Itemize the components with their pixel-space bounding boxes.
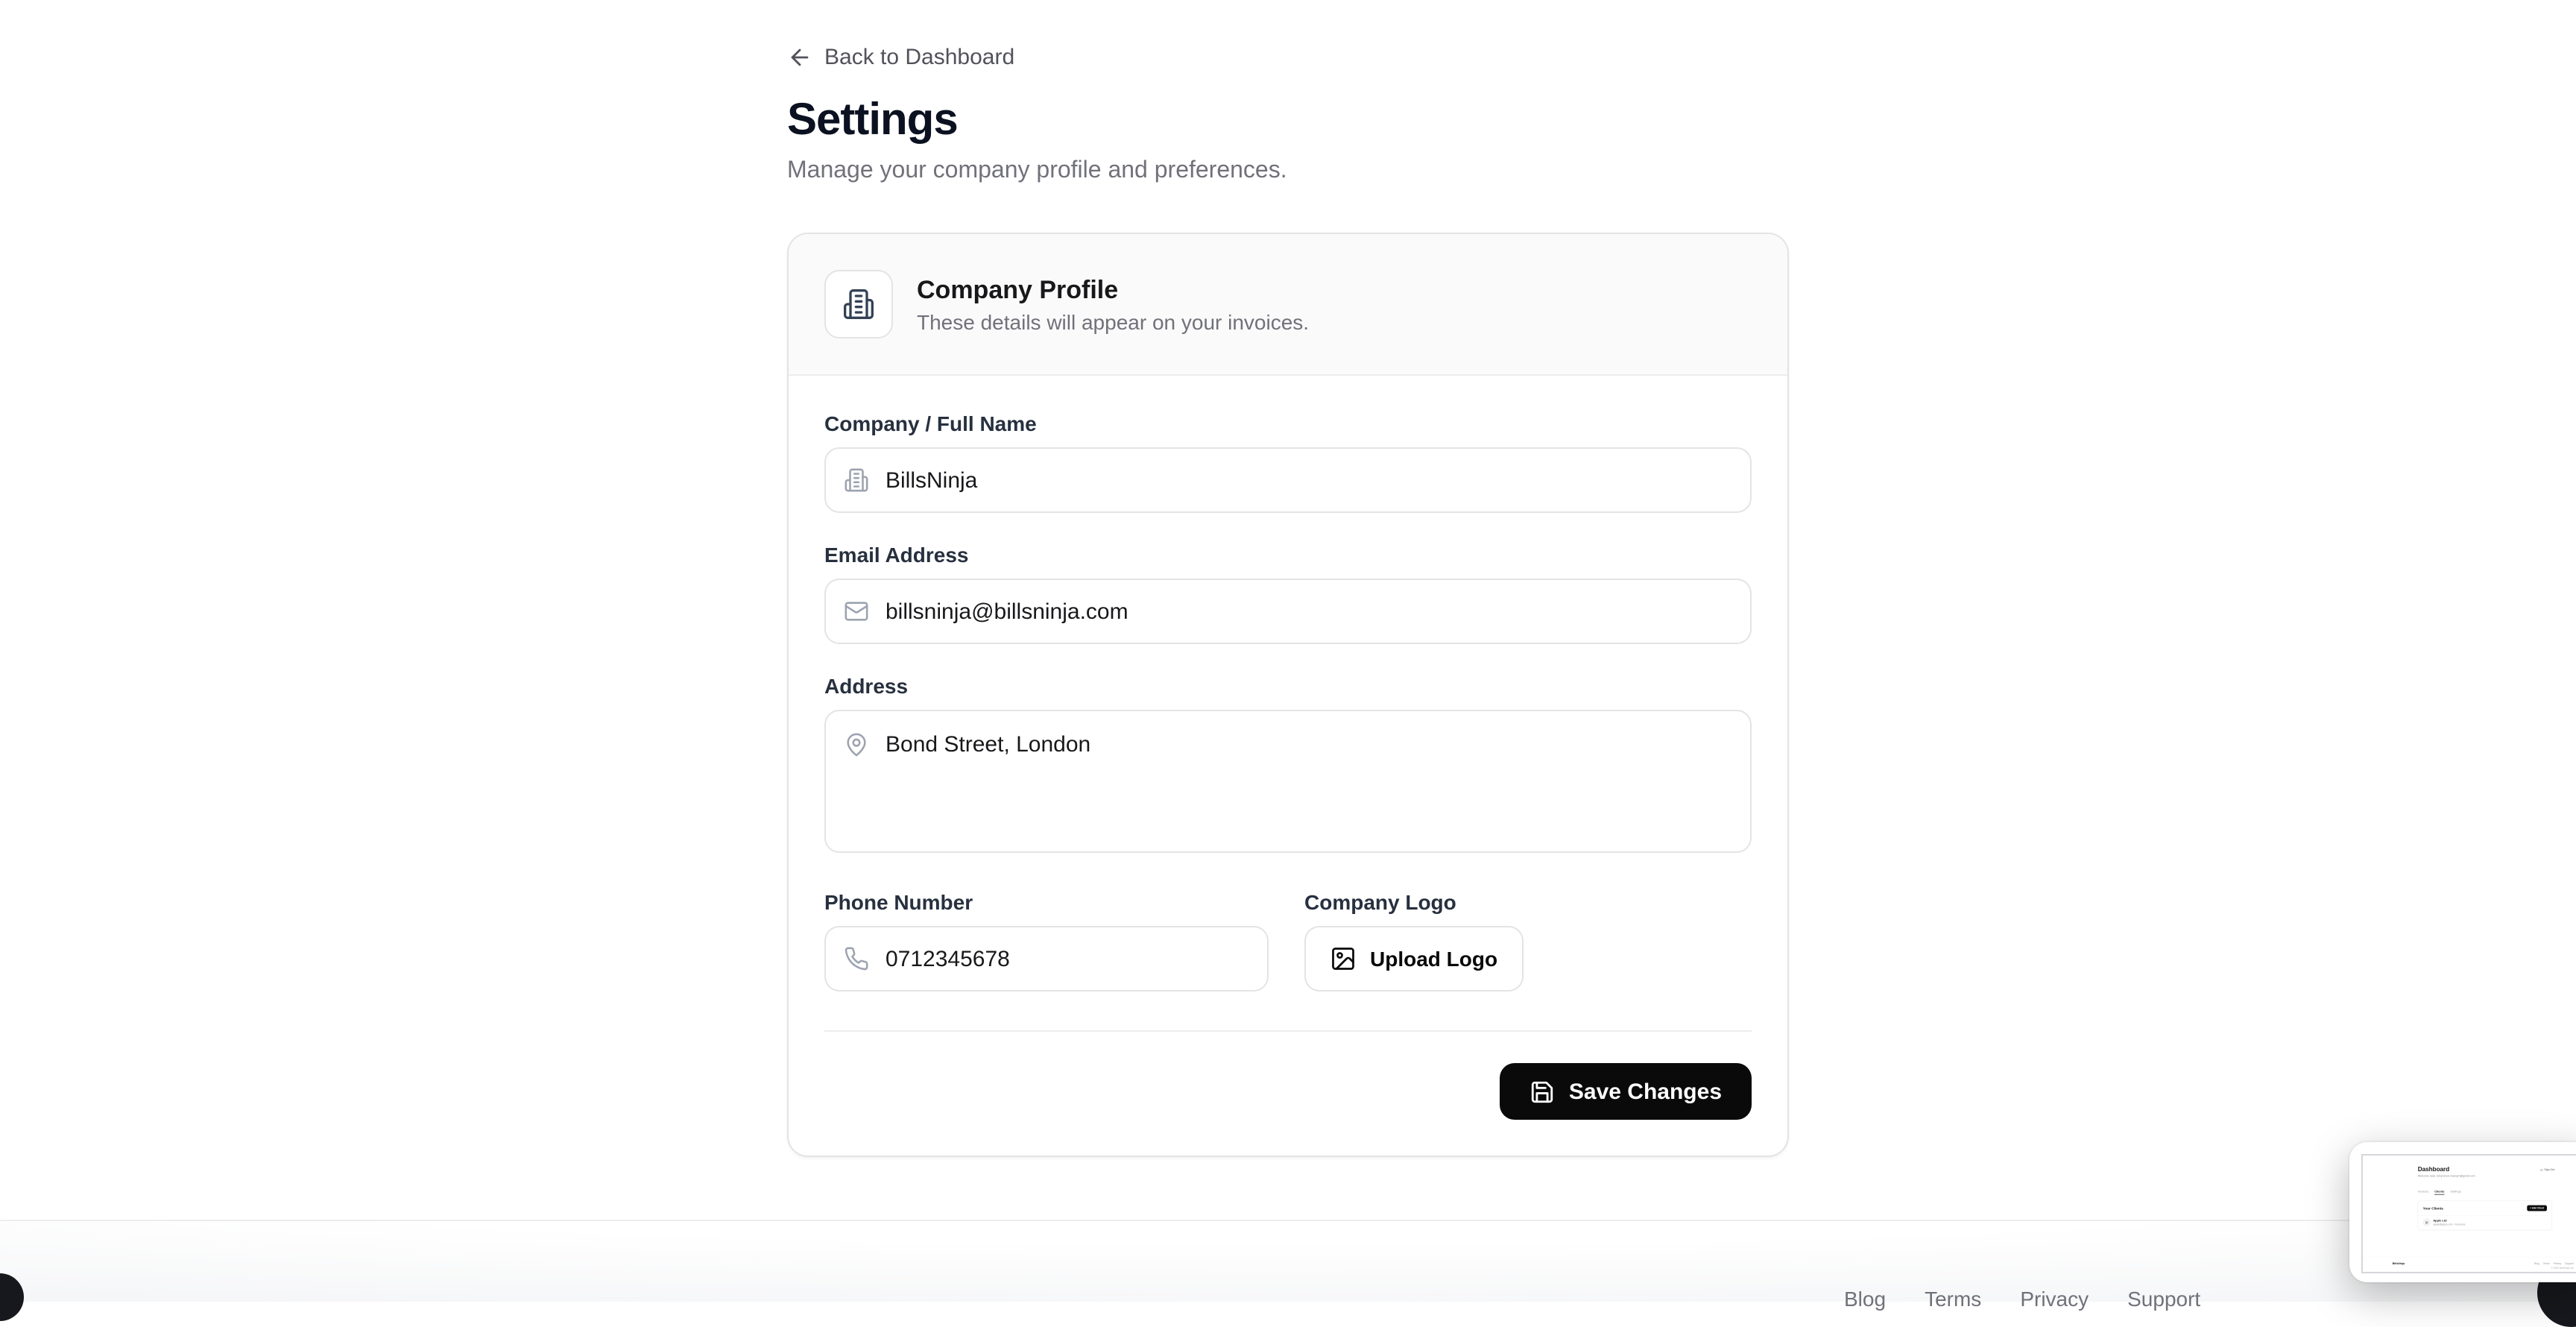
save-icon [1530,1079,1556,1104]
card-actions [824,1032,1752,1120]
save-changes-label: Save Changes [1568,1079,1722,1104]
mini-footer-link-support: Support [2565,1262,2574,1265]
upload-logo-label: Upload Logo [1370,947,1498,971]
company-name-input-wrap [824,447,1752,513]
card-title: Company Profile [917,275,1119,303]
phone-logo-row [824,890,1752,992]
mini-clients-title: Your Clients [2422,1205,2443,1211]
address-label: Address [824,674,909,698]
mini-welcome-text: Welcome back, lytvynchuk.maksym@gmail.com [2417,1174,2475,1178]
image-icon [1330,945,1357,972]
company-name-label: Company / Full Name [824,412,1037,435]
mini-footer-link-privacy: Privacy [2553,1262,2562,1265]
mini-sign-out-label: Sign Out [2544,1168,2555,1172]
main-content [787,0,1789,1157]
phone-icon [844,946,869,971]
address-input-wrap [824,710,1752,860]
mini-footer-links [2534,1262,2573,1265]
map-pin-icon [844,732,869,757]
page-footer [0,1220,2576,1311]
mini-footer-link-terms: Terms [2542,1262,2550,1265]
card-body [789,376,1787,1156]
mini-brand-logo: BillsNinja [2392,1262,2405,1266]
phone-input[interactable] [824,926,1269,992]
building-small-icon [844,467,869,493]
back-link-label: Back to Dashboard [824,45,1015,70]
page-subtitle: Manage your company profile and preferences. [787,158,1287,183]
mini-client-row [2418,1215,2551,1229]
sign-out-icon [2540,1168,2543,1171]
mini-footer-right [2534,1262,2573,1269]
card-header [789,234,1787,376]
address-textarea[interactable] [824,710,1752,853]
back-to-dashboard-link[interactable] [787,45,1014,70]
mini-client-info [2433,1219,2465,1226]
mini-tab-clients: Clients [2434,1190,2444,1194]
phone-label: Phone Number [824,890,973,914]
building-icon [824,270,893,338]
footer-links [1844,1287,2200,1311]
mini-dashboard-header [2418,1166,2475,1178]
upload-logo-button[interactable] [1304,926,1523,992]
mini-copyright: © 2025 BillsNinja Ltd [2551,1267,2574,1270]
mini-dashboard-title: Dashboard [2417,1165,2450,1173]
company-logo-label: Company Logo [1304,890,1456,914]
mini-sign-out-button [2540,1168,2554,1171]
email-field [824,543,1752,644]
company-profile-card [787,233,1789,1157]
email-label: Email Address [824,543,969,567]
screenshot-preview-thumbnail[interactable] [2349,1142,2576,1282]
mini-footer-link-blog: Blog [2534,1262,2539,1265]
mini-tabs [2418,1190,2461,1194]
mini-clients-card-header [2418,1201,2551,1215]
company-logo-field [1304,890,1752,992]
footer-link-support[interactable]: Support [2127,1287,2201,1311]
footer-link-privacy[interactable]: Privacy [2020,1287,2089,1311]
mini-client-details: apple@apple.com · No phone [2433,1223,2466,1226]
mini-client-name: Apple Ltd [2433,1219,2447,1223]
mini-tab-settings: Settings [2450,1190,2461,1194]
footer-link-blog[interactable]: Blog [1844,1287,1887,1311]
save-changes-button[interactable] [1500,1063,1752,1120]
mail-icon [844,599,869,624]
arrow-left-icon [787,45,812,70]
email-input[interactable] [824,579,1752,644]
phone-field [824,890,1269,992]
card-header-text [917,275,1309,333]
mini-tab-invoices: Invoices [2417,1190,2429,1194]
card-subtitle: These details will appear on your invoices. [917,309,1310,333]
company-name-input[interactable] [824,447,1752,513]
company-name-field [824,412,1752,513]
mini-client-avatar: ▦ [2423,1219,2431,1226]
mini-clients-card [2418,1200,2552,1230]
page-title: Settings [787,95,958,145]
phone-input-wrap [824,926,1269,992]
mini-dashboard-page [2363,1156,2576,1272]
address-field [824,674,1752,860]
mini-add-client-button: + Add Client [2527,1205,2547,1211]
mini-footer [2363,1257,2576,1269]
email-input-wrap [824,579,1752,644]
footer-link-terms[interactable]: Terms [1925,1287,1982,1311]
thumbnail-frame [2361,1154,2576,1273]
